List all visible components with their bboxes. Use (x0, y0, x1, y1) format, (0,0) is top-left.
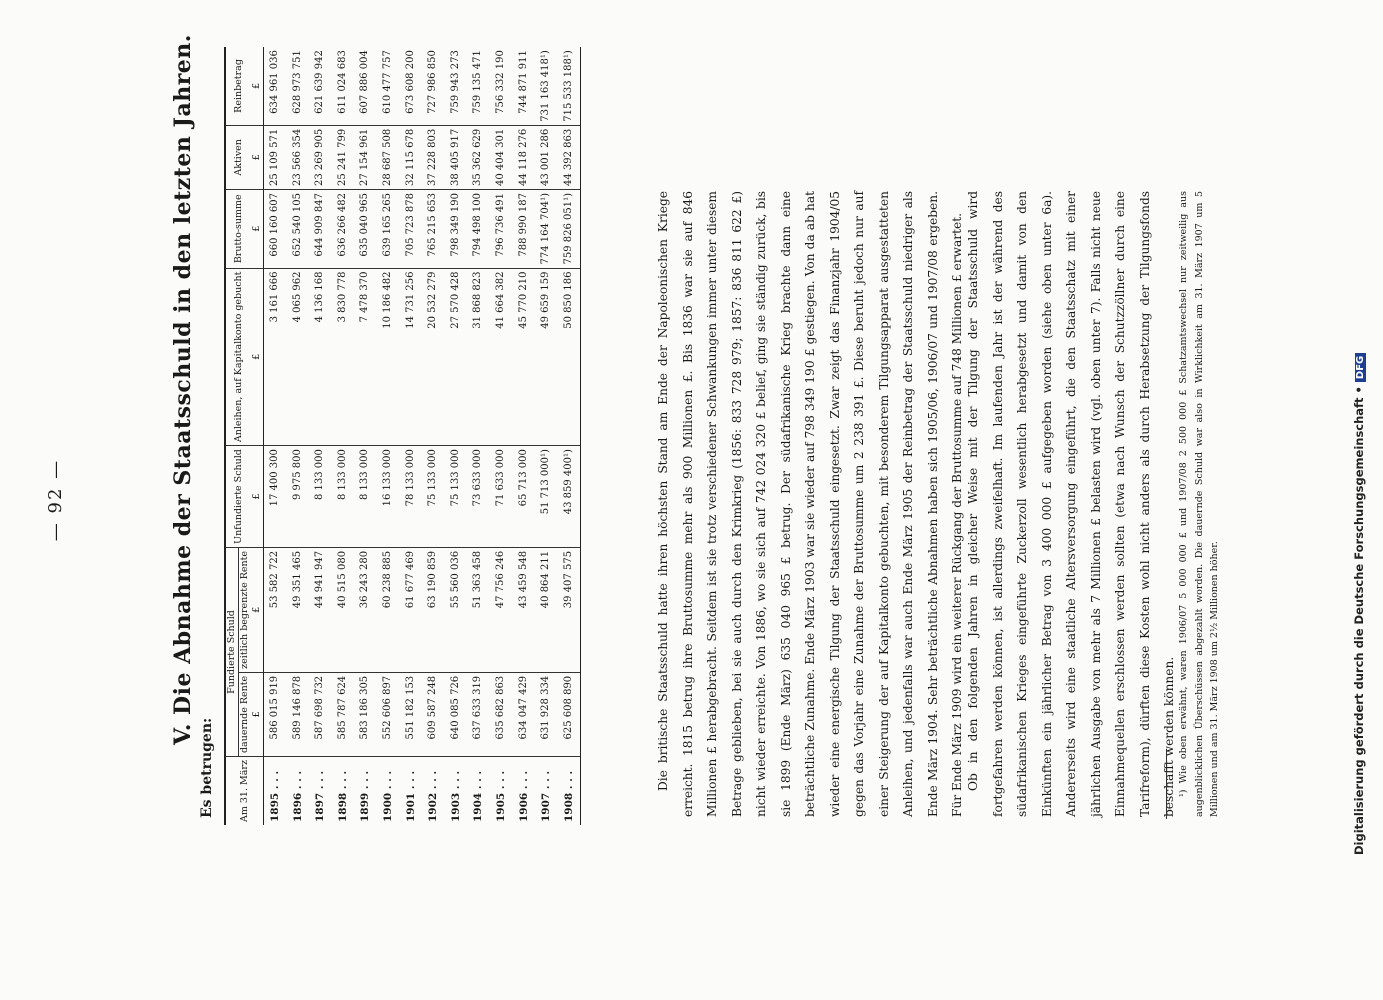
value-cell: 759 943 273 (449, 50, 461, 114)
value-cell: 637 633 319 (467, 672, 490, 756)
value-cell: 75 133 000 (445, 446, 468, 548)
value-cell: 610 477 757 (381, 50, 393, 114)
value-cell: 636 266 482 (332, 189, 355, 268)
value-cell: 639 165 265 (377, 189, 400, 268)
value-cell: 634 047 429 (513, 672, 536, 756)
value-cell: 8 133 000 (354, 446, 377, 548)
value-cell: 794 498 100 (467, 189, 490, 268)
value-cell: 55 560 036 (445, 547, 468, 672)
value-cell: 9 975 800 (287, 446, 310, 548)
unit-label: £ (251, 82, 262, 89)
value-cell: 673 608 200 (404, 50, 416, 114)
value-cell: 628 973 751 (291, 50, 303, 114)
value-cell: 25 109 571 (264, 125, 287, 189)
value-cell: 39 407 575 (558, 547, 581, 672)
value-cell: 44 118 276 (513, 125, 536, 189)
table-row (354, 47, 377, 825)
value-cell: 765 215 653 (422, 189, 445, 268)
value-cell: 40 864 211 (535, 547, 558, 672)
value-cell: 774 164 704¹) (535, 189, 558, 268)
value-cell: 47 756 246 (490, 547, 513, 672)
header-permanent-annuity: dauernde Rente (239, 672, 252, 756)
table-row (558, 47, 581, 825)
year-cell: 1906 . . . (513, 757, 536, 825)
value-cell: 759 135 471 (472, 50, 484, 114)
year-cell: 1904 . . . (467, 757, 490, 825)
value-cell: 75 133 000 (422, 446, 445, 548)
value-cell: 8 133 000 (309, 446, 332, 548)
header-net-amount: Reinbetrag (232, 59, 244, 113)
value-cell: 45 770 210 (513, 268, 536, 446)
value-cell: 23 269 905 (309, 125, 332, 189)
value-cell: 63 190 859 (422, 547, 445, 672)
table-row (264, 47, 287, 825)
value-cell: 7 478 370 (354, 268, 377, 446)
unit-label: £ (251, 547, 264, 672)
value-cell: 551 182 153 (400, 672, 423, 756)
value-cell: 788 990 187 (513, 189, 536, 268)
value-cell: 8 133 000 (332, 446, 355, 548)
value-cell: 71 633 000 (490, 446, 513, 548)
year-cell: 1901 . . . (400, 757, 423, 825)
digitization-credit (1352, 353, 1366, 855)
table-row (422, 47, 445, 825)
paragraph-outlook: Ob in den folgenden Jahren in gleicher Weise mit der Tilgung der Staatsschuld wird fortgefahren werden können, ist allerdings zweifelhaft. Im laufenden Jahr ist der während des südafrikanischen Krieges eingeführte Zuckerzoll wesentlich herabgesetzt und damit von den Einkünften ein jährlicher Betrag von 3 400 000 £ aufgegeben worden (siehe oben unter 6a). Andererseits wird eine staatliche Altersversorgung eingeführt, die den Staatsschatz mit einer jährlichen Ausgabe von mehr als 7 Millionen £ belasten wird (vgl. oben unter 7). Falls nicht neue Einnahmequellen erschlossen werden sollten (etwa nach Wunsch der Schutzzöllner durch eine Tarifreform), dürften diese Kosten wohl nicht anders als durch Herabsetzung der Tilgungsfonds beschafft werden können. (966, 191, 1176, 817)
year-cell: 1903 . . . (445, 757, 468, 825)
value-cell: 611 024 683 (336, 50, 348, 114)
value-cell: 10 186 482 (377, 268, 400, 446)
table-row (535, 47, 558, 825)
value-cell: 759 826 051¹) (558, 189, 581, 268)
value-cell: 38 405 917 (445, 125, 468, 189)
value-cell: 660 160 607 (264, 189, 287, 268)
paragraph-history: Die britische Staatsschuld hatte ihren höchsten Stand am Ende der Napoleonischen Kriege erreicht. 1815 betrug ihre Bruttosumme mehr als 900 Millionen £. Bis 1836 war sie auf 846 Millionen £ herabgebracht. Seitdem ist sie trotz verschiedener Schwankungen immer unter diesem Betrage geblieben, bei sie auch durch den Krimkrieg (1856: 833 728 979; 1857: 836 811 622 £) nicht wieder erreichte. Von 1886, wo sie sich auf 742 024 320 £ belief, ging sie ständig zurück, bis sie 1899 (Ende März) 635 040 965 £ betrug. Der südafrikanische Krieg brachte dann eine beträchtliche Zunahme. Ende März 1903 war sie wieder auf 798 349 190 £ gestiegen. Von da ab hat wieder eine energische Tilgung der Staatsschuld eingesetzt. Zwar zeigt das Finanzjahr 1904/05 gegen das Vorjahr eine Zunahme der Bruttosumme um 2 238 391 £. Diese beruht jedoch nur auf einer Steigerung der auf Kapitalkonto gebuchten, mit besonderem Tilgungsapparat ausgestatteten Anleihen, und jedenfalls war auch Ende März 1905 der Reinbetrag der Staatsschuld niedriger als Ende März 1904. Sehr beträchtliche Abnahmen haben sich 1905/06, 1906/07 und 1907/08 ergeben. Für Ende März 1909 wird ein weiterer Rückgang der Bruttosumme auf 748 Millionen £ erwartet. (656, 191, 964, 817)
value-cell: 49 351 465 (287, 547, 310, 672)
value-cell: 60 238 885 (377, 547, 400, 672)
value-cell: 625 608 890 (558, 672, 581, 756)
header-funded-debt: Fundierte Schuld (225, 547, 239, 756)
value-cell: 78 133 000 (400, 446, 423, 548)
value-cell: 621 639 942 (314, 50, 326, 114)
value-cell: 585 787 624 (332, 672, 355, 756)
value-cell: 43 459 548 (513, 547, 536, 672)
unit-label: £ (251, 125, 264, 189)
value-cell: 644 909 847 (309, 189, 332, 268)
value-cell: 652 540 105 (287, 189, 310, 268)
year-cell: 1895 . . . (264, 757, 287, 825)
value-cell: 43 001 286 (535, 125, 558, 189)
value-cell: 3 161 666 (264, 268, 287, 446)
value-cell: 20 532 279 (422, 268, 445, 446)
table-row (445, 47, 468, 825)
header-assets: Aktiven (225, 125, 251, 189)
year-cell: 1902 . . . (422, 757, 445, 825)
value-cell: 14 731 256 (400, 268, 423, 446)
year-cell: 1899 . . . (354, 757, 377, 825)
value-cell: 27 154 961 (354, 125, 377, 189)
value-cell: 634 961 036 (269, 50, 280, 114)
value-cell: 635 040 965 (354, 189, 377, 268)
value-cell: 589 146 878 (287, 672, 310, 756)
table-row (377, 47, 400, 825)
value-cell: 32 115 678 (400, 125, 423, 189)
debt-table-body (264, 47, 581, 825)
value-cell: 36 243 280 (354, 547, 377, 672)
value-cell: 28 687 508 (377, 125, 400, 189)
value-cell: 744 871 911 (517, 50, 529, 114)
section-heading: V. Die Abnahme der Staatsschuld in den letzten Jahren. (170, 34, 196, 745)
value-cell: 586 015 919 (264, 672, 287, 756)
footnote-rule (1166, 749, 1167, 819)
value-cell: 44 941 947 (309, 547, 332, 672)
value-cell: 640 085 726 (445, 672, 468, 756)
value-cell: 35 362 629 (467, 125, 490, 189)
value-cell: 61 677 469 (400, 547, 423, 672)
year-cell: 1900 . . . (377, 757, 400, 825)
footnote: ¹) Wie oben erwähnt, waren 1906/07 5 000 000 £ und 1907/08 2 500 000 £ Schatzamtswechsel nur zeitweilig aus augenblicklichen Überschüssen abgezahlt worden. Die dauernde Schuld war also in Wirklichkeit am 31. März 1907 um 5 Millionen und am 31. März 1908 um 2½ Millionen höher. (1178, 191, 1220, 817)
value-cell: 17 400 300 (264, 446, 287, 548)
value-cell: 798 349 190 (445, 189, 468, 268)
value-cell: 73 633 000 (467, 446, 490, 548)
value-cell: 40 404 301 (490, 125, 513, 189)
year-cell: 1896 . . . (287, 757, 310, 825)
header-capital-loans: Anleihen, auf Kapitalkonto gebucht (225, 268, 251, 446)
value-cell: 607 886 004 (359, 50, 371, 114)
value-cell: 796 736 491 (490, 189, 513, 268)
value-cell: 43 859 400¹) (558, 446, 581, 548)
value-cell: 49 659 159 (535, 268, 558, 446)
table-row (287, 47, 310, 825)
value-cell: 715 533 188¹) (558, 47, 581, 125)
table-row (332, 47, 355, 825)
year-cell: 1907 . . . (535, 757, 558, 825)
value-cell: 3 830 778 (332, 268, 355, 446)
value-cell: 16 133 000 (377, 446, 400, 548)
debt-table (224, 47, 581, 825)
value-cell: 51 713 000¹) (535, 446, 558, 548)
value-cell: 50 850 186 (558, 268, 581, 446)
header-terminable-annuity: zeitlich begrenzte Rente (239, 547, 252, 672)
value-cell: 552 606 897 (377, 672, 400, 756)
value-cell: 41 664 382 (490, 268, 513, 446)
value-cell: 635 682 863 (490, 672, 513, 756)
value-cell: 587 698 732 (309, 672, 332, 756)
value-cell: 705 723 878 (400, 189, 423, 268)
year-cell: 1897 . . . (309, 757, 332, 825)
table-row (309, 47, 332, 825)
value-cell: 44 392 863 (558, 125, 581, 189)
unit-label: £ (251, 189, 264, 268)
value-cell: 756 332 190 (494, 50, 506, 114)
header-year: Am 31. März (225, 757, 264, 825)
table-intro: Es betrugen: (199, 717, 215, 818)
value-cell: 583 186 305 (354, 672, 377, 756)
value-cell: 4 136 168 (309, 268, 332, 446)
value-cell: 37 228 803 (422, 125, 445, 189)
table-row (400, 47, 423, 825)
year-cell: 1905 . . . (490, 757, 513, 825)
value-cell: 40 515 080 (332, 547, 355, 672)
value-cell: 27 570 428 (445, 268, 468, 446)
unit-label: £ (251, 268, 264, 446)
table-row (490, 47, 513, 825)
year-cell: 1898 . . . (332, 757, 355, 825)
value-cell: 51 363 458 (467, 547, 490, 672)
unit-label: £ (251, 446, 264, 548)
page-number: — 92 — (45, 458, 66, 542)
value-cell: 31 868 823 (467, 268, 490, 446)
value-cell: 23 566 354 (287, 125, 310, 189)
table-row (513, 47, 536, 825)
year-cell: 1908 . . . (558, 757, 581, 825)
credit-text: Digitalisierung gefördert durch die Deutsche Forschungsgemeinschaft • (1352, 386, 1366, 855)
value-cell: 65 713 000 (513, 446, 536, 548)
table-row (467, 47, 490, 825)
header-gross-total: Brutto-summe (225, 189, 251, 268)
value-cell: 4 065 962 (287, 268, 310, 446)
value-cell: 631 928 334 (535, 672, 558, 756)
header-unfunded-debt: Unfundierte Schuld (225, 446, 251, 548)
value-cell: 609 587 248 (422, 672, 445, 756)
dfg-logo: DFG (1355, 353, 1366, 382)
unit-label: £ (251, 672, 264, 756)
value-cell: 25 241 799 (332, 125, 355, 189)
value-cell: 727 986 850 (427, 50, 439, 114)
value-cell: 731 163 418¹) (540, 50, 552, 122)
value-cell: 53 582 722 (264, 547, 287, 672)
